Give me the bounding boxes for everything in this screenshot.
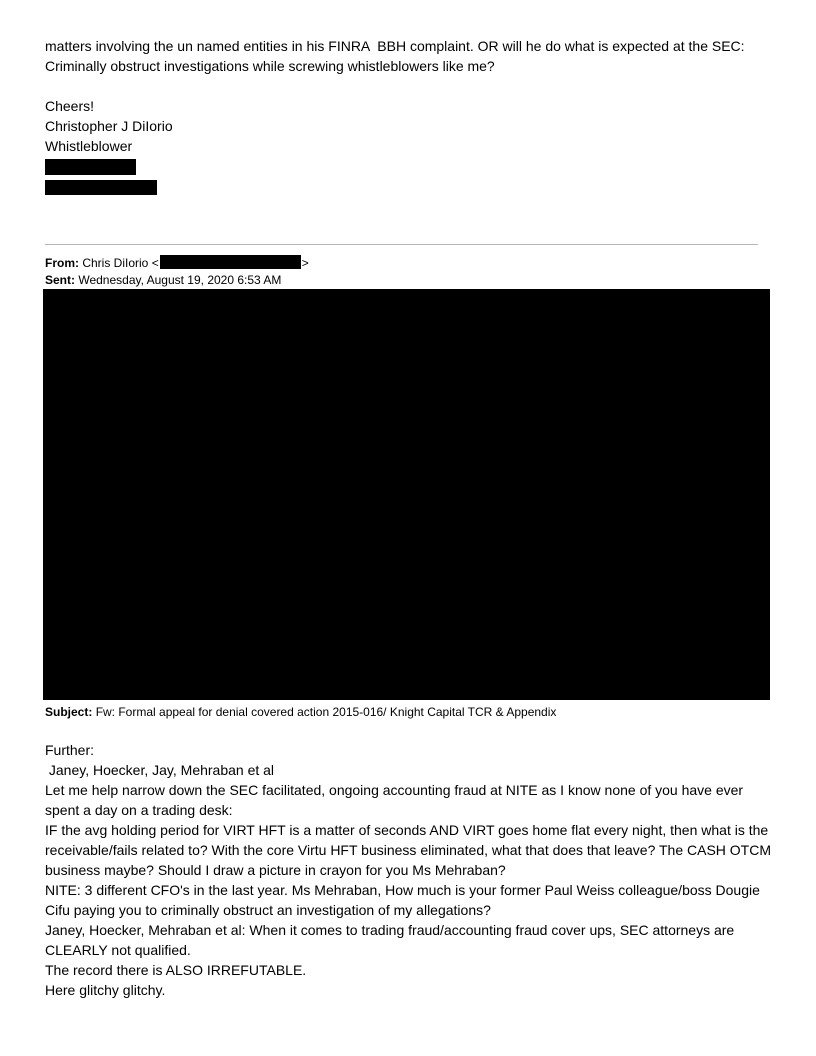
body-line: Let me help narrow down the SEC facilitated, ongoing accounting fraud at NITE as I know none of you have ever spent a day on a trading desk: (45, 782, 747, 818)
body-line: NITE: 3 different CFO's in the last year. Ms Mehraban, How much is your former Paul Weiss colleague/boss Dougie Cifu paying you to criminally obstruct an investigation of my allegations? (45, 882, 764, 918)
body-line: IF the avg holding period for VIRT HFT is a matter of seconds AND VIRT goes home flat every night, then what is the receivable/fails related to? With the core Virtu HFT business eliminated, what that does that leave? The CASH OTCM business maybe? Should I draw a picture in crayon for you Ms Mehraban? (45, 822, 775, 878)
email-body (45, 740, 775, 1000)
signature-block (45, 96, 445, 156)
signature-greeting: Cheers! (45, 98, 95, 114)
from-name: Chris DiIorio < (82, 256, 159, 270)
redaction-box (45, 180, 157, 195)
from-close: > (301, 256, 309, 270)
signature-title: Whistleblower (45, 138, 133, 154)
body-line: Here glitchy glitchy. (45, 982, 166, 998)
redaction-box (45, 159, 136, 175)
subject-label: Subject: (45, 705, 93, 719)
body-line: Janey, Hoecker, Jay, Mehraban et al (45, 762, 275, 778)
subject-value: Fw: Formal appeal for denial covered action 2015-016/ Knight Capital TCR & Appendix (95, 705, 557, 719)
body-line: Further: (45, 742, 95, 758)
redaction-box (160, 255, 301, 269)
body-line: The record there is ALSO IRREFUTABLE. (45, 962, 307, 978)
redaction-box (43, 289, 770, 700)
divider (45, 244, 758, 245)
subject-line (45, 704, 556, 720)
sent-label: Sent: (45, 273, 75, 287)
sent-value: Wednesday, August 19, 2020 6:53 AM (78, 273, 282, 287)
sent-line (45, 272, 281, 288)
body-line: Janey, Hoecker, Mehraban et al: When it comes to trading fraud/accounting fraud cover ups, SEC attorneys are CLEARLY not qualified. (45, 922, 739, 958)
intro-paragraph: matters involving the un named entities in his FINRA BBH complaint. OR will he do what is expected at the SEC: Criminally obstruct investigations while screwing whistleblowers like me? (45, 38, 749, 74)
from-line (45, 255, 309, 271)
signature-name: Christopher J DiIorio (45, 118, 173, 134)
from-label: From: (45, 256, 79, 270)
